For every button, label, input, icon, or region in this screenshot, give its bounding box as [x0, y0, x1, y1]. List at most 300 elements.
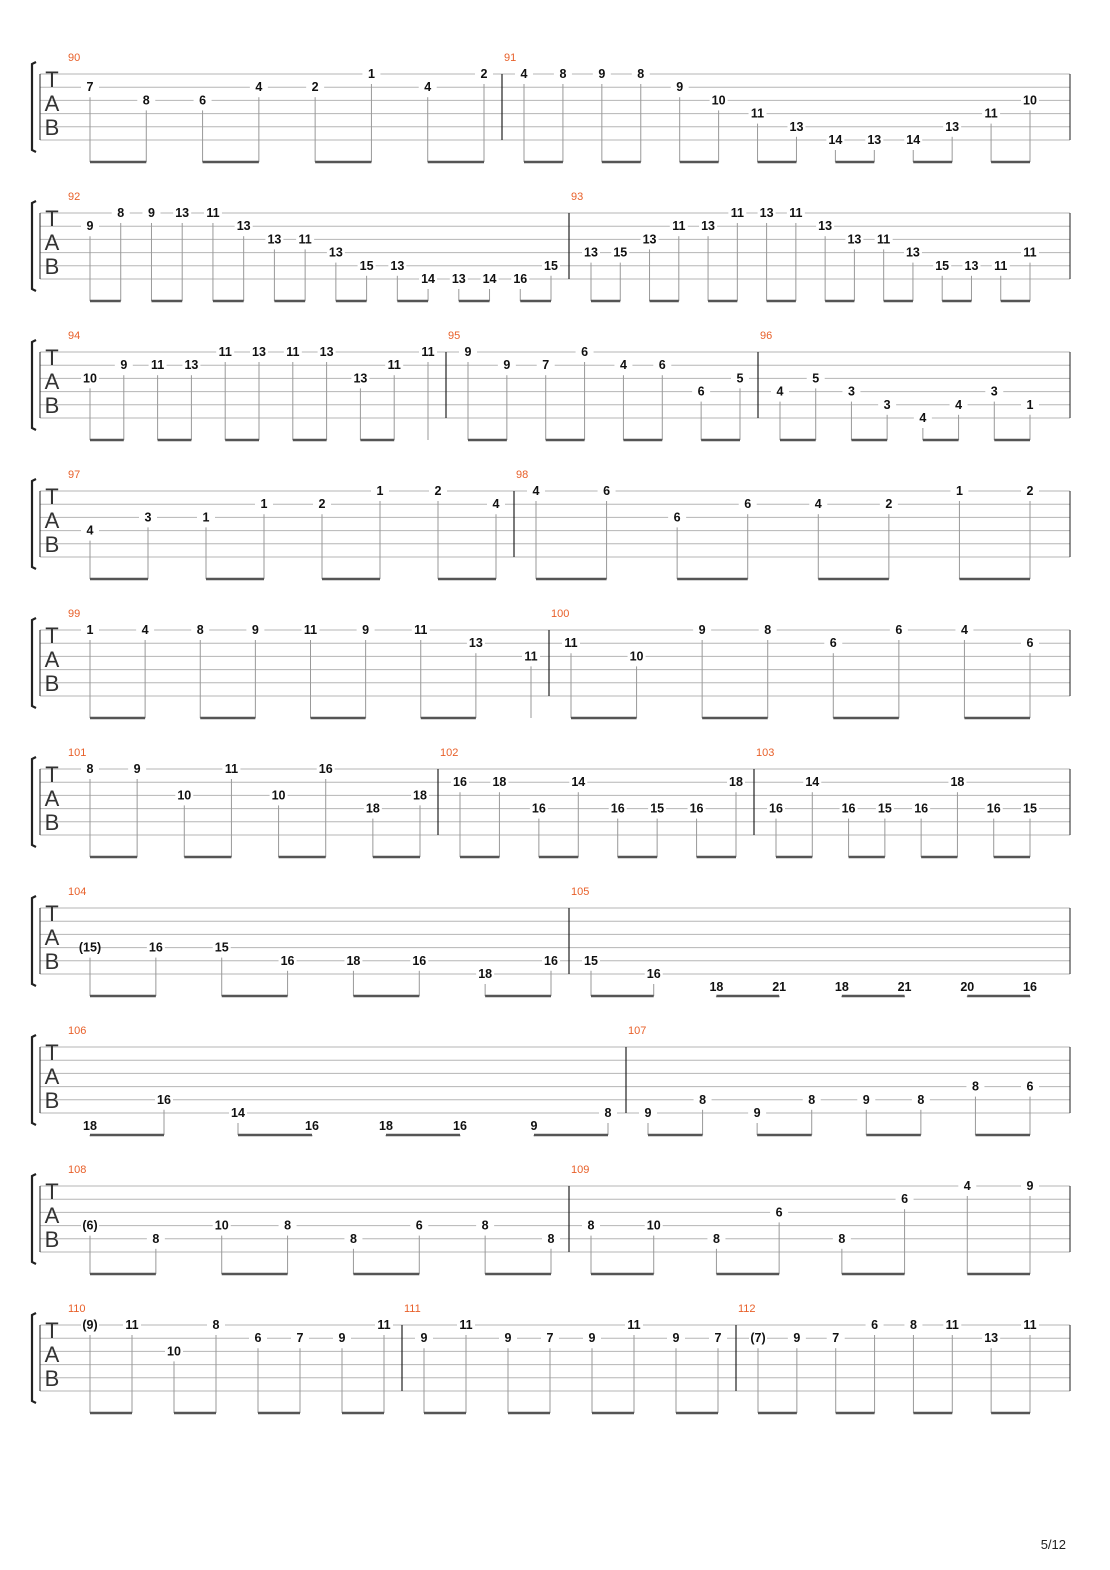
tab-clef-letter: B: [44, 949, 60, 974]
system-bracket: [32, 1035, 36, 1125]
fret-number: 1: [260, 497, 268, 512]
fret-number: 5: [736, 371, 744, 386]
fret-number: 8: [637, 67, 645, 81]
fret-number: 6: [697, 384, 705, 399]
fret-number: 11: [672, 219, 686, 234]
system-bracket: [32, 62, 36, 152]
fret-number: 8: [808, 1092, 816, 1107]
measure-number: 107: [628, 1025, 647, 1037]
fret-number: 16: [841, 801, 856, 816]
system-bracket: [32, 896, 36, 986]
fret-number: 13: [390, 258, 405, 273]
measure: [756, 747, 1039, 857]
fret-number: 8: [212, 1318, 220, 1332]
fret-number: 6: [871, 1318, 879, 1332]
measure-number: 95: [448, 330, 461, 342]
fret-number: 8: [604, 1106, 612, 1120]
fret-number: 21: [772, 980, 787, 995]
fret-number: 13: [789, 119, 804, 134]
fret-number: 9: [86, 219, 94, 234]
measure-number: 105: [571, 886, 590, 898]
system-bracket: [32, 340, 36, 430]
fret-number: 13: [818, 219, 833, 234]
fret-number: 16: [148, 940, 163, 955]
fret-number: 16: [689, 801, 704, 816]
fret-number: 11: [945, 1318, 959, 1332]
fret-number: 6: [658, 358, 666, 373]
measure-number: 109: [571, 1164, 590, 1176]
fret-number: 13: [353, 371, 368, 386]
fret-number: 2: [318, 497, 326, 512]
fret-number: 9: [862, 1092, 870, 1107]
staff-system: [32, 191, 1070, 301]
fret-number: 11: [1023, 245, 1037, 260]
measure: [571, 191, 1039, 301]
measure: [68, 747, 429, 857]
measure: [68, 608, 540, 718]
tab-clef-letter: T: [45, 484, 59, 509]
fret-number: 9: [420, 1331, 428, 1346]
fret-number: 8: [142, 93, 150, 108]
fret-number: (7): [750, 1331, 766, 1346]
fret-number: 2: [1026, 484, 1034, 498]
staff-system: [32, 330, 1070, 440]
fret-number: 11: [750, 106, 765, 121]
measure-number: 110: [68, 1303, 86, 1315]
fret-number: 6: [415, 1218, 423, 1233]
tab-clef-letter: B: [44, 393, 60, 418]
tab-clef-letter: A: [44, 1342, 60, 1367]
fret-number: 6: [673, 510, 681, 525]
fret-number: 13: [319, 345, 334, 359]
fret-number: 13: [175, 206, 190, 220]
measure-number: 97: [68, 469, 81, 481]
fret-number: 16: [986, 801, 1001, 816]
fret-number: 8: [712, 1231, 720, 1246]
fret-number: 13: [984, 1331, 999, 1346]
fret-number: 11: [377, 1318, 391, 1332]
fret-number: 3: [144, 510, 152, 525]
fret-number: 13: [451, 272, 466, 286]
fret-number: 11: [224, 762, 239, 776]
fret-number: 10: [646, 1218, 661, 1233]
fret-number: 9: [1026, 1179, 1034, 1193]
fret-number: 9: [672, 1331, 680, 1346]
fret-number: 13: [964, 258, 979, 273]
fret-number: 16: [610, 801, 625, 816]
tab-clef-letter: T: [45, 345, 59, 370]
fret-number: 11: [1023, 1318, 1037, 1332]
fret-number: 9: [793, 1331, 801, 1346]
fret-number: 1: [376, 484, 384, 498]
fret-number: 9: [598, 67, 606, 81]
measure: [448, 330, 749, 440]
fret-number: 18: [478, 967, 493, 981]
fret-number: 2: [480, 67, 488, 81]
fret-number: 16: [531, 801, 546, 816]
fret-number: 16: [1023, 980, 1037, 995]
fret-number: 8: [838, 1231, 846, 1246]
fret-number: 4: [141, 623, 149, 637]
system-bracket: [32, 479, 36, 569]
fret-number: 16: [646, 967, 661, 981]
fret-number: 13: [642, 232, 657, 247]
fret-number: 15: [1023, 801, 1037, 816]
fret-number: 11: [387, 358, 401, 373]
fret-number: 10: [83, 371, 97, 386]
measure: [404, 1303, 727, 1413]
measure-number: 100: [551, 608, 570, 620]
fret-number: 14: [906, 133, 921, 147]
fret-number: 15: [544, 258, 558, 273]
fret-number: 11: [789, 206, 803, 220]
fret-number: 6: [254, 1331, 262, 1346]
tab-clef-letter: A: [44, 230, 60, 255]
tab-clef-letter: A: [44, 786, 60, 811]
staff-system: [32, 1303, 1070, 1413]
measure-number: 90: [68, 52, 81, 64]
fret-number: (9): [82, 1318, 98, 1332]
tab-clef-letter: A: [44, 647, 60, 672]
fret-number: 4: [960, 623, 968, 637]
fret-number: 11: [298, 232, 312, 247]
measure: [571, 1164, 1039, 1274]
fret-number: 1: [367, 67, 375, 81]
fret-number: 6: [901, 1192, 909, 1207]
tab-clef-letter: T: [45, 1318, 59, 1343]
fret-number: (15): [78, 940, 102, 955]
fret-number: 18: [379, 1119, 393, 1134]
measure-number: 94: [68, 330, 81, 342]
measure: [738, 1303, 1039, 1413]
fret-number: 2: [434, 484, 442, 498]
fret-number: 14: [421, 272, 436, 286]
fret-number: 18: [413, 788, 427, 803]
fret-number: 3: [990, 384, 998, 399]
fret-number: 9: [504, 1331, 512, 1346]
fret-number: 1: [955, 484, 963, 498]
measure-number: 93: [571, 191, 584, 203]
fret-number: 18: [346, 953, 361, 968]
tab-clef-letter: T: [45, 762, 59, 787]
system-bracket: [32, 201, 36, 291]
fret-number: 9: [147, 206, 155, 220]
fret-number: 9: [133, 762, 141, 776]
fret-number: 11: [414, 623, 428, 637]
fret-number: 16: [318, 762, 333, 776]
fret-number: 2: [311, 80, 319, 95]
fret-number: 18: [950, 775, 965, 790]
staff-system: [32, 52, 1070, 162]
fret-number: 11: [303, 623, 318, 637]
measure: [628, 1025, 1039, 1135]
fret-number: 13: [945, 119, 960, 134]
fret-number: 20: [960, 980, 975, 995]
tab-clef-letter: B: [44, 1227, 60, 1252]
measure-number: 99: [68, 608, 81, 620]
fret-number: 11: [984, 106, 998, 121]
tab-clef-letter: A: [44, 91, 60, 116]
fret-number: 4: [619, 358, 627, 373]
fret-number: 9: [644, 1106, 652, 1120]
measure: [68, 1303, 393, 1413]
measure: [516, 469, 1039, 579]
fret-number: 9: [251, 623, 259, 637]
fret-number: 4: [424, 80, 432, 95]
fret-number: 11: [459, 1318, 473, 1332]
fret-number: 11: [524, 649, 538, 664]
tab-clef-letter: B: [44, 671, 60, 696]
fret-number: 3: [847, 384, 855, 399]
fret-number: 16: [453, 775, 467, 790]
fret-number: 8: [284, 1218, 292, 1233]
fret-number: 13: [252, 345, 266, 359]
fret-number: 5: [812, 371, 820, 386]
tab-clef-letter: T: [45, 67, 59, 92]
fret-number: 9: [698, 623, 706, 637]
fret-number: 13: [468, 636, 483, 651]
fret-number: 16: [305, 1119, 319, 1134]
measure-number: 91: [504, 52, 517, 64]
fret-number: 4: [520, 67, 528, 81]
fret-number: 8: [587, 1218, 595, 1233]
fret-number: 18: [834, 980, 849, 995]
fret-number: 8: [909, 1318, 917, 1332]
fret-number: 10: [629, 649, 644, 664]
measure-number: 98: [516, 469, 529, 481]
fret-number: 6: [199, 93, 207, 108]
fret-number: 9: [503, 358, 511, 373]
fret-number: 13: [759, 206, 774, 220]
fret-number: 4: [955, 397, 963, 412]
fret-number: 13: [867, 133, 882, 147]
fret-number: 6: [1026, 1079, 1034, 1094]
fret-number: 8: [699, 1092, 707, 1107]
fret-number: 4: [776, 384, 784, 399]
tab-clef-letter: T: [45, 1040, 59, 1065]
tab-clef-letter: A: [44, 925, 60, 950]
measure: [504, 52, 1039, 162]
fret-number: 1: [202, 510, 210, 525]
fret-number: 4: [86, 523, 94, 538]
fret-number: 16: [544, 953, 558, 968]
measure: [68, 469, 505, 579]
fret-number: 15: [650, 801, 665, 816]
staff-system: [32, 1164, 1070, 1274]
fret-number: 9: [120, 358, 128, 373]
measure-number: 104: [68, 886, 87, 898]
tab-clef-letter: T: [45, 623, 59, 648]
fret-number: 15: [214, 940, 229, 955]
fret-number: 4: [492, 497, 500, 512]
measure-number: 112: [738, 1303, 756, 1315]
fret-number: 15: [613, 245, 628, 260]
fret-number: 13: [328, 245, 343, 260]
measure: [68, 330, 437, 440]
staff-system: [32, 747, 1070, 857]
fret-number: 9: [753, 1106, 761, 1120]
fret-number: 1: [86, 623, 94, 637]
fret-number: 11: [125, 1318, 139, 1332]
fret-number: 8: [559, 67, 567, 81]
tab-clef-letter: A: [44, 1064, 60, 1089]
fret-number: 6: [581, 345, 589, 359]
tab-clef-letter: B: [44, 1088, 60, 1113]
fret-number: 15: [877, 801, 892, 816]
fret-number: 13: [267, 232, 282, 247]
fret-number: 7: [714, 1331, 722, 1346]
fret-number: 11: [218, 345, 232, 359]
fret-number: 9: [464, 345, 472, 359]
fret-number: 8: [152, 1231, 160, 1246]
fret-number: 8: [349, 1231, 357, 1246]
fret-number: 14: [828, 133, 843, 147]
fret-number: 8: [481, 1218, 489, 1233]
fret-number: 10: [177, 788, 192, 803]
fret-number: 10: [214, 1218, 229, 1233]
staff-system: [32, 1025, 1070, 1136]
fret-number: 10: [1023, 93, 1037, 108]
fret-number: 4: [814, 497, 822, 512]
tab-clef-letter: B: [44, 810, 60, 835]
fret-number: 4: [255, 80, 263, 95]
fret-number: 14: [571, 775, 586, 790]
fret-number: 11: [627, 1318, 641, 1332]
measure-number: 96: [760, 330, 773, 342]
tab-clef-letter: A: [44, 508, 60, 533]
system-bracket: [32, 1313, 36, 1403]
fret-number: 8: [764, 623, 772, 637]
fret-number: 11: [286, 345, 300, 359]
fret-number: 13: [236, 219, 251, 234]
fret-number: 16: [412, 953, 427, 968]
fret-number: 16: [280, 953, 295, 968]
fret-number: 16: [157, 1092, 171, 1107]
fret-number: 10: [167, 1344, 181, 1359]
fret-number: 9: [530, 1119, 538, 1134]
measure: [68, 191, 560, 301]
fret-number: 8: [917, 1092, 925, 1107]
fret-number: 18: [492, 775, 507, 790]
fret-number: 13: [184, 358, 199, 373]
fret-number: 10: [271, 788, 286, 803]
fret-number: 6: [744, 497, 752, 512]
fret-number: 7: [542, 358, 550, 373]
fret-number: 4: [919, 411, 927, 425]
tab-clef-letter: T: [45, 206, 59, 231]
fret-number: 2: [885, 497, 893, 512]
fret-number: 4: [963, 1179, 971, 1193]
fret-number: 7: [86, 80, 94, 95]
fret-number: 18: [83, 1119, 97, 1134]
fret-number: 6: [829, 636, 837, 651]
fret-number: 13: [701, 219, 716, 234]
measure: [551, 608, 1039, 718]
fret-number: 11: [564, 636, 578, 651]
fret-number: 14: [805, 775, 820, 790]
fret-number: 1: [1026, 397, 1034, 412]
fret-number: 8: [971, 1079, 979, 1094]
fret-number: 16: [769, 801, 783, 816]
measure-number: 111: [404, 1303, 421, 1315]
measure-number: 103: [756, 747, 775, 759]
fret-number: 16: [914, 801, 929, 816]
measure: [571, 886, 1039, 997]
fret-number: 9: [362, 623, 370, 637]
fret-number: 16: [513, 272, 528, 286]
fret-number: 8: [547, 1231, 555, 1246]
fret-number: 9: [676, 80, 684, 95]
fret-number: 18: [729, 775, 743, 790]
measure: [68, 1164, 560, 1274]
fret-number: 15: [935, 258, 950, 273]
measure: [440, 747, 745, 857]
fret-number: 14: [482, 272, 497, 286]
fret-number: 10: [711, 93, 726, 108]
fret-number: 9: [338, 1331, 346, 1346]
fret-number: 7: [546, 1331, 554, 1346]
tab-clef-letter: A: [44, 369, 60, 394]
tab-clef-letter: B: [44, 1366, 60, 1391]
measure: [68, 886, 560, 996]
fret-number: 11: [994, 258, 1008, 273]
system-bracket: [32, 618, 36, 708]
fret-number: 15: [584, 953, 598, 968]
measure-number: 101: [68, 747, 87, 759]
fret-number: 13: [905, 245, 920, 260]
measure: [68, 52, 493, 162]
fret-number: 7: [296, 1331, 304, 1346]
tab-clef-letter: B: [44, 254, 60, 279]
staff-system: [32, 886, 1070, 997]
fret-number: 13: [584, 245, 598, 260]
measure: [760, 330, 1039, 440]
fret-number: 11: [877, 232, 891, 247]
measure-number: 106: [68, 1025, 87, 1037]
fret-number: 6: [603, 484, 611, 498]
fret-number: 11: [730, 206, 744, 220]
system-bracket: [32, 757, 36, 847]
system-bracket: [32, 1174, 36, 1264]
fret-number: 8: [86, 762, 94, 776]
tab-clef-letter: B: [44, 115, 60, 140]
measure-number: 108: [68, 1164, 87, 1176]
fret-number: 15: [359, 258, 374, 273]
measure-number: 92: [68, 191, 81, 203]
fret-number: 11: [206, 206, 220, 220]
tab-clef-letter: T: [45, 1179, 59, 1204]
page-number: 5/12: [1040, 1537, 1066, 1552]
measure: [68, 1025, 617, 1136]
fret-number: 6: [1026, 636, 1034, 651]
fret-number: 3: [883, 397, 891, 412]
tab-clef-letter: T: [45, 901, 59, 926]
fret-number: 8: [196, 623, 204, 637]
fret-number: 18: [709, 980, 724, 995]
fret-number: 11: [421, 345, 435, 359]
fret-number: 4: [532, 484, 540, 498]
fret-number: 6: [775, 1205, 783, 1220]
fret-number: 8: [117, 206, 125, 220]
measure-number: 102: [440, 747, 459, 759]
fret-number: 11: [150, 358, 165, 373]
fret-number: 14: [231, 1106, 245, 1120]
tab-clef-letter: A: [44, 1203, 60, 1228]
fret-number: 21: [897, 980, 912, 995]
fret-number: 7: [832, 1331, 840, 1346]
tab-clef-letter: B: [44, 532, 60, 557]
staff-system: [32, 469, 1070, 579]
